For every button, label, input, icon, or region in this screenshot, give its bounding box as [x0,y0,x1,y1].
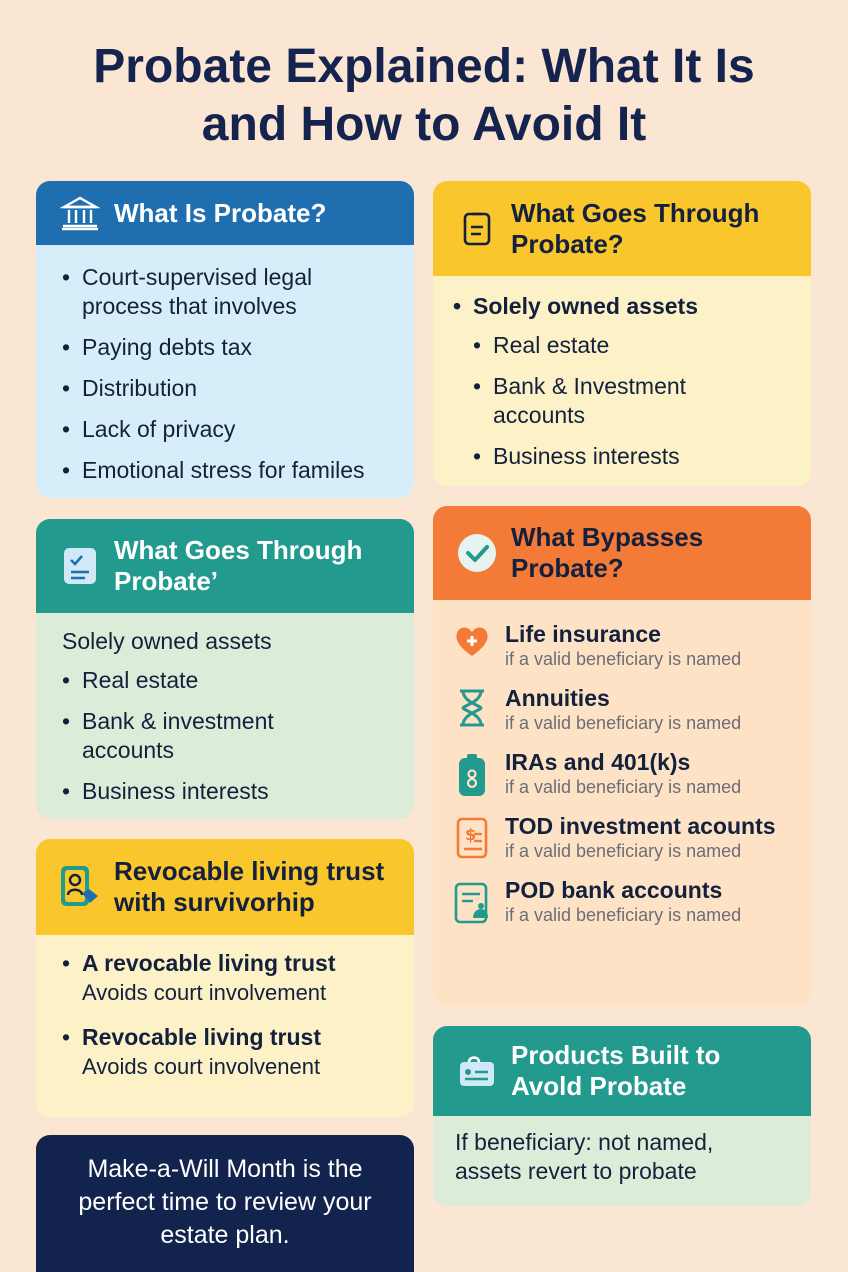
heart-plus-icon [453,620,491,666]
list-item: • Emotional stress for familes [62,456,388,485]
revocable-trust-list [62,949,388,1081]
bypass-item-name: IRAs and 401(k)s [505,749,691,775]
what-is-probate-heading: What Is Probate? [114,197,327,228]
list-item: • Business interests [473,442,785,471]
revocable-trust-heading: Revocable living trust with survivorhip [114,856,385,917]
list-item: • Real estate [473,331,785,360]
bank-building-icon [58,191,102,235]
title-line-1: Probate Explained: What It Is [93,40,755,93]
bypass-item [453,812,791,862]
bypass-item [453,876,791,926]
list-item [62,949,388,1007]
goes-through-probate-card-left [36,519,414,819]
list-item: • Court-supervised legal process that involves [62,263,388,321]
svg-text:$: $ [465,825,477,844]
hourglass-icon [453,684,491,730]
what-is-probate-header [36,181,414,245]
list-item: • Bank & Investment accounts [473,372,713,430]
checklist-icon [58,544,102,588]
list-item: • Paying debts tax [62,333,388,362]
goes-through-sublist-right [453,331,785,471]
bypass-item-note: if a valid beneficiary is named [505,649,742,669]
bypass-item-note: if a valid beneficiary is named [505,841,742,861]
goes-through-list-right [453,292,785,321]
footer-banner [36,1135,414,1272]
bypasses-probate-card [433,506,811,1006]
bypass-item-name: Annuities [505,685,610,711]
list-item: • Real estate [62,666,388,695]
what-is-probate-list [62,263,388,485]
goes-through-probate-card-right [433,181,811,486]
revocable-trust-card [36,839,414,1117]
list-item: • Business interests [62,777,388,806]
list-item-bold: Revocable living trust [82,1024,322,1050]
list-item: • Lack of privacy [62,415,388,444]
list-lead: Solely owned assets [62,628,272,654]
list-item: • Distribution [62,374,388,403]
list-lead: • Solely owned assets [453,292,785,321]
bypass-item-note: if a valid beneficiary is named [505,777,742,797]
bypass-item [453,748,791,798]
wallet-card-icon [455,1049,499,1093]
goes-through-list-left [62,666,388,806]
bypasses-probate-header [433,506,811,600]
bypass-item-note: if a valid beneficiary is named [505,713,742,733]
bypass-item-name: POD bank accounts [505,877,723,903]
checkmark-circle-icon [455,531,499,575]
bypass-item [453,620,791,670]
bypass-item-note: if a valid beneficiary is named [505,905,742,925]
revocable-trust-header [36,839,414,935]
bypass-item-name: Life insurance [505,621,661,647]
products-header [433,1026,811,1116]
bypass-item-name: TOD investment acounts [505,813,776,839]
dollar-document-icon [453,812,491,858]
id-badge-icon [58,865,102,909]
footer-banner-text: Make-a-Will Month is the perfect time to review your estate plan. [78,1155,372,1249]
bypass-item [453,684,791,734]
document-icon [455,207,499,251]
page-title [0,38,848,154]
goes-through-probate-header-right [433,181,811,276]
bank-document-icon [453,876,491,922]
what-is-probate-card [36,181,414,498]
products-heading: Products Built to Avold Probate [511,1040,721,1101]
bypasses-probate-heading: What Bypasses Probate? [511,522,704,583]
goes-through-probate-header-left [36,519,414,613]
products-card [433,1026,811,1206]
list-item: • Bank & investment accounts [62,707,312,765]
list-item-text: Avoids court involvenent [82,1054,321,1079]
goes-through-probate-heading-left: What Goes Through Probate’ [114,535,363,596]
goes-through-probate-heading-right: What Goes Through Probate? [511,197,760,259]
title-line-2: and How to Avoid It [201,98,647,151]
list-item-bold: A revocable living trust [82,950,336,976]
piggy-tag-icon [453,748,491,794]
list-item [62,1023,388,1081]
list-item-text: Avoids court involvement [82,980,327,1005]
products-body-text: If beneficiary: not named, assets revert to probate [455,1129,714,1184]
